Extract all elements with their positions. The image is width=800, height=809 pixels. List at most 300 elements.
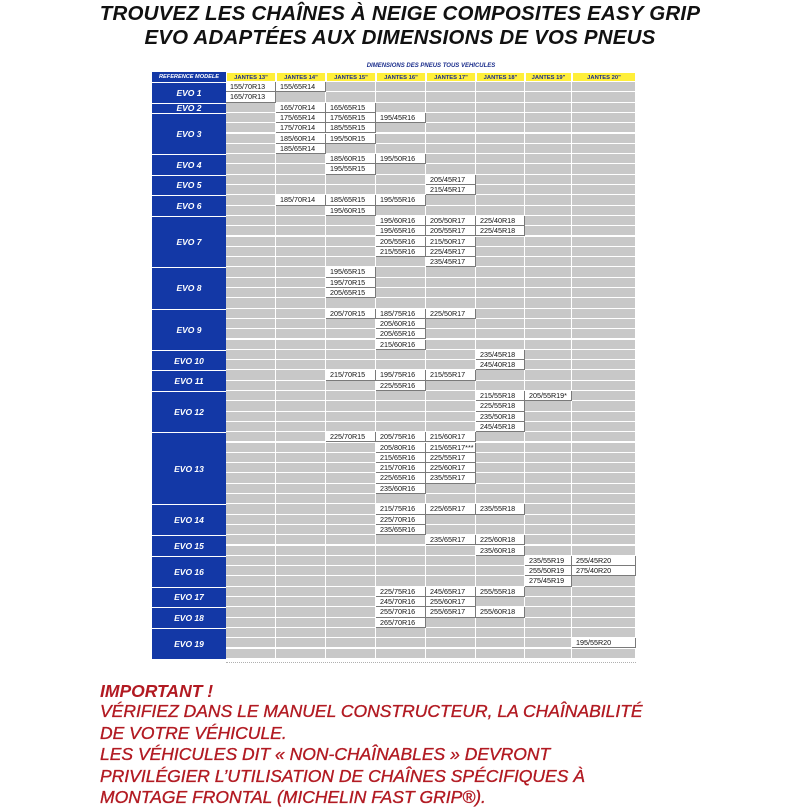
tire-size-cell: 215/75R16 [376,504,426,514]
empty-cell [426,412,476,422]
empty-cell [426,422,476,432]
empty-cell [226,391,276,401]
empty-cell [525,216,572,226]
empty-cell [226,247,276,257]
empty-cell [276,649,326,659]
tire-size-cell: 195/65R16 [376,226,426,236]
empty-cell [276,391,326,401]
tire-size-cell: 215/55R16 [376,247,426,257]
empty-cell [276,247,326,257]
tire-size-cell: 235/65R17 [426,535,476,545]
tire-size-cell: 205/55R17 [426,226,476,236]
empty-cell [226,628,276,638]
empty-cell [326,566,376,576]
tire-size-cell: 235/45R18 [476,350,525,360]
empty-cell [572,360,636,370]
empty-cell [525,628,572,638]
empty-cell [326,649,376,659]
empty-cell [426,319,476,329]
empty-cell [572,309,636,319]
tire-size-cell: 215/55R17 [426,370,476,380]
empty-cell [476,370,525,380]
tire-size-cell: 195/65R15 [326,267,376,277]
empty-cell [476,134,525,144]
tire-size-cell: 205/55R19* [525,391,572,401]
important-notice [100,681,780,809]
empty-cell [525,422,572,432]
empty-cell [376,566,426,576]
empty-cell [226,597,276,607]
empty-cell [525,618,572,628]
empty-cell [525,340,572,350]
empty-cell [226,278,276,288]
empty-cell [376,401,426,411]
rim-header-2: JANTES 14" [276,72,326,82]
empty-cell [525,443,572,453]
empty-cell [525,453,572,463]
tire-size-cell: 255/70R16 [376,607,426,617]
empty-cell [276,597,326,607]
tire-size-cell: 235/55R18 [476,504,525,514]
tire-size-cell: 185/75R16 [376,309,426,319]
tire-size-cell: 235/60R16 [376,484,426,494]
empty-cell [476,319,525,329]
empty-cell [572,134,636,144]
tire-size-cell: 225/55R17 [426,453,476,463]
important-line-5: MONTAGE FRONTAL (MICHELIN FAST GRIP®). [100,787,486,807]
empty-cell [276,226,326,236]
empty-cell [376,92,426,102]
empty-cell [476,195,525,205]
empty-cell [572,525,636,535]
empty-cell [426,360,476,370]
tire-size-cell: 165/65R15 [326,103,376,113]
empty-cell [476,267,525,277]
empty-cell [226,103,276,113]
tire-size-cell: 205/70R15 [326,309,376,319]
empty-cell [276,432,326,442]
empty-cell [376,185,426,195]
empty-cell [226,329,276,339]
tire-size-cell: 205/65R16 [376,329,426,339]
empty-cell [572,92,636,102]
empty-cell [326,504,376,514]
empty-cell [572,123,636,133]
empty-cell [572,473,636,483]
tire-size-cell: 225/45R18 [476,226,525,236]
empty-cell [226,226,276,236]
empty-cell [476,515,525,525]
empty-cell [525,113,572,123]
empty-cell [326,587,376,597]
empty-cell [572,288,636,298]
tire-size-cell: 255/60R17 [426,597,476,607]
empty-cell [572,247,636,257]
empty-cell [226,607,276,617]
tire-size-cell: 185/65R14 [276,144,326,154]
empty-cell [376,556,426,566]
empty-cell [326,226,376,236]
empty-cell [525,278,572,288]
empty-cell [226,649,276,659]
empty-cell [525,247,572,257]
empty-cell [276,278,326,288]
tire-size-cell: 195/50R16 [376,154,426,164]
model-label: EVO 2 [152,103,226,113]
empty-cell [276,154,326,164]
tire-size-cell: 245/45R18 [476,422,525,432]
empty-cell [476,638,525,648]
tire-size-cell: 255/45R20 [572,556,636,566]
tire-size-cell: 235/60R18 [476,546,525,556]
tire-size-cell: 155/65R14 [276,82,326,92]
empty-cell [226,360,276,370]
tire-size-cell: 235/55R17 [426,473,476,483]
tire-size-cell: 235/65R16 [376,525,426,535]
empty-cell [326,576,376,586]
empty-cell [572,628,636,638]
empty-cell [226,566,276,576]
empty-cell [226,319,276,329]
tire-size-cell: 215/55R18 [476,391,525,401]
tire-size-cell: 235/45R17 [426,257,476,267]
tire-size-cell: 255/65R17 [426,607,476,617]
empty-cell [326,401,376,411]
empty-cell [426,484,476,494]
empty-cell [276,350,326,360]
empty-cell [276,525,326,535]
model-label: EVO 3 [152,113,226,154]
empty-cell [276,422,326,432]
tire-size-cell: 225/70R16 [376,515,426,525]
tire-size-cell: 245/65R17 [426,587,476,597]
empty-cell [525,370,572,380]
empty-cell [276,515,326,525]
empty-cell [426,494,476,504]
empty-cell [226,267,276,277]
tire-size-cell: 225/50R17 [426,309,476,319]
empty-cell [326,473,376,483]
empty-cell [276,618,326,628]
empty-cell [572,535,636,545]
empty-cell [525,82,572,92]
empty-cell [572,515,636,525]
empty-cell [572,257,636,267]
empty-cell [525,134,572,144]
empty-cell [326,494,376,504]
empty-cell [572,370,636,380]
empty-cell [326,535,376,545]
empty-cell [226,113,276,123]
tire-size-cell: 195/45R16 [376,113,426,123]
empty-cell [476,566,525,576]
empty-cell [326,463,376,473]
empty-cell [326,607,376,617]
tire-size-cell: 205/45R17 [426,175,476,185]
empty-cell [572,82,636,92]
empty-cell [226,154,276,164]
model-label: EVO 11 [152,370,226,391]
empty-cell [476,329,525,339]
empty-cell [525,607,572,617]
empty-cell [326,422,376,432]
empty-cell [376,412,426,422]
empty-cell [376,257,426,267]
empty-cell [476,556,525,566]
tire-size-cell: 225/45R17 [426,247,476,257]
empty-cell [226,535,276,545]
empty-cell [572,618,636,628]
empty-cell [476,185,525,195]
empty-cell [476,618,525,628]
tire-size-cell: 245/70R16 [376,597,426,607]
model-label: EVO 18 [152,607,226,628]
empty-cell [276,237,326,247]
model-label: EVO 12 [152,391,226,432]
model-label: EVO 13 [152,432,226,504]
empty-cell [276,412,326,422]
empty-cell [276,401,326,411]
empty-cell [572,381,636,391]
empty-cell [525,525,572,535]
tire-size-cell: 205/55R16 [376,237,426,247]
empty-cell [226,525,276,535]
empty-cell [426,298,476,308]
empty-cell [476,473,525,483]
empty-cell [572,587,636,597]
empty-cell [226,473,276,483]
tire-size-cell: 205/75R16 [376,432,426,442]
empty-cell [326,628,376,638]
empty-cell [226,164,276,174]
empty-cell [276,340,326,350]
empty-cell [476,164,525,174]
empty-cell [276,206,326,216]
empty-cell [426,515,476,525]
empty-cell [376,206,426,216]
empty-cell [226,422,276,432]
tire-size-cell: 275/40R20 [572,566,636,576]
empty-cell [326,237,376,247]
empty-cell [525,309,572,319]
empty-cell [426,566,476,576]
empty-cell [525,144,572,154]
empty-cell [276,484,326,494]
empty-cell [572,175,636,185]
tire-size-cell: 215/70R15 [326,370,376,380]
tire-size-cell: 275/45R19 [525,576,572,586]
empty-cell [476,237,525,247]
empty-cell [326,144,376,154]
empty-cell [226,556,276,566]
empty-cell [276,288,326,298]
empty-cell [426,391,476,401]
empty-cell [572,103,636,113]
empty-cell [525,103,572,113]
empty-cell [572,412,636,422]
empty-cell [476,463,525,473]
empty-cell [326,329,376,339]
empty-cell [326,360,376,370]
model-label: EVO 16 [152,556,226,587]
empty-cell [276,566,326,576]
empty-cell [426,134,476,144]
empty-cell [226,340,276,350]
empty-cell [276,309,326,319]
tire-size-cell: 255/60R18 [476,607,525,617]
empty-cell [376,391,426,401]
model-label: EVO 14 [152,504,226,535]
empty-cell [572,206,636,216]
empty-cell [525,504,572,514]
empty-cell [525,298,572,308]
empty-cell [476,123,525,133]
empty-cell [572,195,636,205]
empty-cell [276,257,326,267]
empty-cell [572,164,636,174]
important-title: IMPORTANT ! [100,681,214,701]
empty-cell [276,546,326,556]
tire-size-cell: 225/65R16 [376,473,426,483]
empty-cell [276,576,326,586]
empty-cell [426,206,476,216]
empty-cell [276,556,326,566]
important-line-2: DE VOTRE VÉHICULE. [100,722,287,743]
empty-cell [376,494,426,504]
tire-size-cell: 195/55R16 [376,195,426,205]
empty-cell [426,340,476,350]
tire-size-cell: 215/65R17*** [426,443,476,453]
tire-size-cell: 245/40R18 [476,360,525,370]
important-line-1: VÉRIFIEZ DANS LE MANUEL CONSTRUCTEUR, LA CHAÎNABILITÉ [100,701,643,721]
empty-cell [426,82,476,92]
empty-cell [326,340,376,350]
empty-cell [525,195,572,205]
empty-cell [476,443,525,453]
tire-size-cell: 185/55R15 [326,123,376,133]
title-line-1: TROUVEZ LES CHAÎNES À NEIGE COMPOSITES EASY GRIP [99,2,701,25]
tire-size-cell: 195/55R15 [326,164,376,174]
empty-cell [476,144,525,154]
empty-cell [376,350,426,360]
empty-cell [226,381,276,391]
empty-cell [572,237,636,247]
empty-cell [376,638,426,648]
empty-cell [525,226,572,236]
empty-cell [525,154,572,164]
empty-cell [572,432,636,442]
tire-size-cell: 165/70R13 [226,92,276,102]
empty-cell [326,546,376,556]
rim-header-5: JANTES 17" [426,72,476,82]
empty-cell [572,278,636,288]
title-line-2: EVO ADAPTÉES AUX DIMENSIONS DE VOS PNEUS [144,26,656,49]
tire-size-cell: 255/55R18 [476,587,525,597]
model-label: EVO 10 [152,350,226,371]
empty-cell [326,391,376,401]
empty-cell [525,206,572,216]
tire-size-cell: 195/75R16 [376,370,426,380]
important-line-4: PRIVILÉGIER L’UTILISATION DE CHAÎNES SPÉCIFIQUES À [100,765,585,786]
empty-cell [326,618,376,628]
empty-cell [276,298,326,308]
empty-cell [326,216,376,226]
empty-cell [572,494,636,504]
empty-cell [426,350,476,360]
rim-header-8: JANTES 20" [572,72,636,82]
empty-cell [426,92,476,102]
empty-cell [572,576,636,586]
empty-cell [226,494,276,504]
tire-size-cell: 215/70R16 [376,463,426,473]
tire-size-cell: 225/55R18 [476,401,525,411]
empty-cell [276,453,326,463]
empty-cell [572,463,636,473]
empty-cell [276,329,326,339]
tire-size-cell: 195/55R20 [572,638,636,648]
tire-size-cell: 215/45R17 [426,185,476,195]
empty-cell [525,288,572,298]
empty-cell [376,267,426,277]
empty-cell [426,278,476,288]
model-label: EVO 17 [152,587,226,608]
empty-cell [525,175,572,185]
empty-cell [426,329,476,339]
empty-cell [326,484,376,494]
empty-cell [525,484,572,494]
model-label: EVO 5 [152,175,226,196]
empty-cell [426,123,476,133]
empty-cell [226,350,276,360]
tire-size-cell: 215/60R16 [376,340,426,350]
tire-size-cell: 215/60R17 [426,432,476,442]
model-label: EVO 9 [152,309,226,350]
empty-cell [276,463,326,473]
empty-cell [376,360,426,370]
tire-size-cell: 225/65R17 [426,504,476,514]
empty-cell [572,329,636,339]
empty-cell [326,556,376,566]
tire-size-cell: 195/50R15 [326,134,376,144]
empty-cell [476,340,525,350]
tire-size-cell: 225/60R18 [476,535,525,545]
tire-size-cell: 205/60R16 [376,319,426,329]
empty-cell [226,432,276,442]
empty-cell [572,504,636,514]
empty-cell [226,463,276,473]
empty-cell [525,412,572,422]
empty-cell [226,618,276,628]
empty-cell [426,103,476,113]
empty-cell [226,298,276,308]
tire-size-cell: 165/70R14 [276,103,326,113]
empty-cell [276,175,326,185]
empty-cell [525,515,572,525]
empty-cell [525,164,572,174]
empty-cell [476,309,525,319]
empty-cell [276,504,326,514]
tire-size-cell: 175/65R15 [326,113,376,123]
empty-cell [226,484,276,494]
empty-cell [376,628,426,638]
empty-cell [376,649,426,659]
rim-header-1: JANTES 13" [226,72,276,82]
empty-cell [326,412,376,422]
empty-cell [326,319,376,329]
model-label: EVO 1 [152,82,226,103]
empty-cell [476,257,525,267]
tire-size-cell: 195/60R16 [376,216,426,226]
